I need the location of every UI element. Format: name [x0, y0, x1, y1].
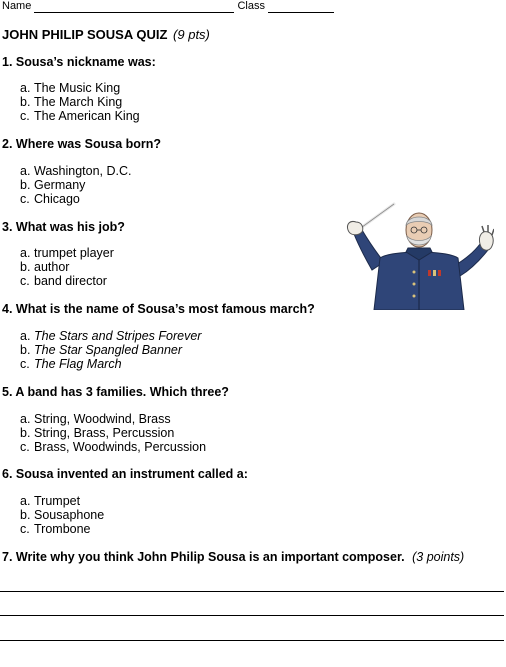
option-text: The American King — [34, 109, 140, 123]
option-letter: c. — [20, 357, 30, 371]
option-text: The Stars and Stripes Forever — [34, 329, 202, 343]
option-text: Germany — [34, 178, 86, 192]
question-5: 5. A band has 3 families. Which three? — [2, 385, 229, 399]
option-letter: a. — [20, 412, 31, 426]
option[interactable] — [20, 192, 132, 206]
question-2: 2. Where was Sousa born? — [2, 137, 162, 151]
question-1: 1. Sousa’s nickname was: — [2, 55, 156, 69]
option[interactable] — [20, 508, 104, 522]
option-letter: b. — [20, 343, 31, 357]
class-label: Class — [237, 0, 265, 12]
option[interactable] — [20, 260, 114, 274]
option[interactable] — [20, 357, 201, 371]
option-letter: c. — [20, 192, 30, 206]
option[interactable] — [20, 440, 206, 454]
option[interactable] — [20, 178, 132, 192]
option[interactable] — [20, 274, 114, 288]
option[interactable] — [20, 522, 104, 536]
option[interactable] — [20, 81, 140, 95]
option-text: The Music King — [34, 81, 121, 95]
option-letter: a. — [20, 494, 31, 508]
option-letter: b. — [20, 178, 31, 192]
option-text: Trombone — [34, 522, 91, 536]
question-4: 4. What is the name of Sousa’s most famous march? — [2, 302, 315, 316]
answer-line[interactable] — [0, 591, 504, 592]
question-3-options — [20, 246, 114, 288]
question-7-points: (3 points) — [412, 550, 465, 564]
option[interactable] — [20, 412, 206, 426]
question-2-options — [20, 164, 132, 206]
conductor-illustration — [342, 200, 494, 310]
name-label: Name — [2, 0, 32, 12]
option-text: The March King — [34, 95, 123, 109]
option[interactable] — [20, 329, 201, 343]
question-7 — [2, 550, 464, 564]
option[interactable] — [20, 494, 104, 508]
option-text: String, Woodwind, Brass — [34, 412, 171, 426]
answer-line[interactable] — [0, 615, 504, 616]
option-letter: a. — [20, 164, 31, 178]
option-text: The Flag March — [34, 357, 122, 371]
option-letter: a. — [20, 246, 31, 260]
option-text: Brass, Woodwinds, Percussion — [34, 440, 207, 454]
option-letter: c. — [20, 522, 30, 536]
option-text: trumpet player — [34, 246, 114, 260]
option-letter: b. — [20, 426, 31, 440]
option[interactable] — [20, 95, 140, 109]
option[interactable] — [20, 426, 206, 440]
class-line[interactable] — [268, 1, 334, 13]
option-text: Trumpet — [34, 494, 81, 508]
option-letter: b. — [20, 508, 31, 522]
quiz-title — [2, 27, 210, 42]
option[interactable] — [20, 246, 114, 260]
option-text: Sousaphone — [34, 508, 105, 522]
option-letter: a. — [20, 81, 31, 95]
question-6-options — [20, 494, 104, 536]
option-letter: b. — [20, 95, 31, 109]
option[interactable] — [20, 109, 140, 123]
option-letter: a. — [20, 329, 31, 343]
answer-line[interactable] — [0, 640, 504, 641]
option[interactable] — [20, 343, 201, 357]
question-6: 6. Sousa invented an instrument called a: — [2, 467, 248, 481]
option-letter: c. — [20, 274, 30, 288]
option-letter: c. — [20, 109, 30, 123]
option-text: String, Brass, Percussion — [34, 426, 175, 440]
option-text: band director — [34, 274, 107, 288]
option[interactable] — [20, 164, 132, 178]
quiz-points: (9 pts) — [173, 27, 210, 42]
quiz-title-text: JOHN PHILIP SOUSA QUIZ — [2, 27, 168, 42]
option-text: Washington, D.C. — [34, 164, 132, 178]
option-text: The Star Spangled Banner — [34, 343, 183, 357]
question-7-text: 7. Write why you think John Philip Sousa is an important composer. — [2, 550, 405, 564]
option-text: author — [34, 260, 70, 274]
option-text: Chicago — [34, 192, 80, 206]
question-1-options — [20, 81, 140, 123]
name-class-header — [2, 0, 334, 13]
question-5-options — [20, 412, 206, 454]
option-letter: c. — [20, 440, 30, 454]
name-line[interactable] — [34, 1, 234, 13]
question-3: 3. What was his job? — [2, 220, 125, 234]
option-letter: b. — [20, 260, 31, 274]
question-4-options — [20, 329, 201, 371]
